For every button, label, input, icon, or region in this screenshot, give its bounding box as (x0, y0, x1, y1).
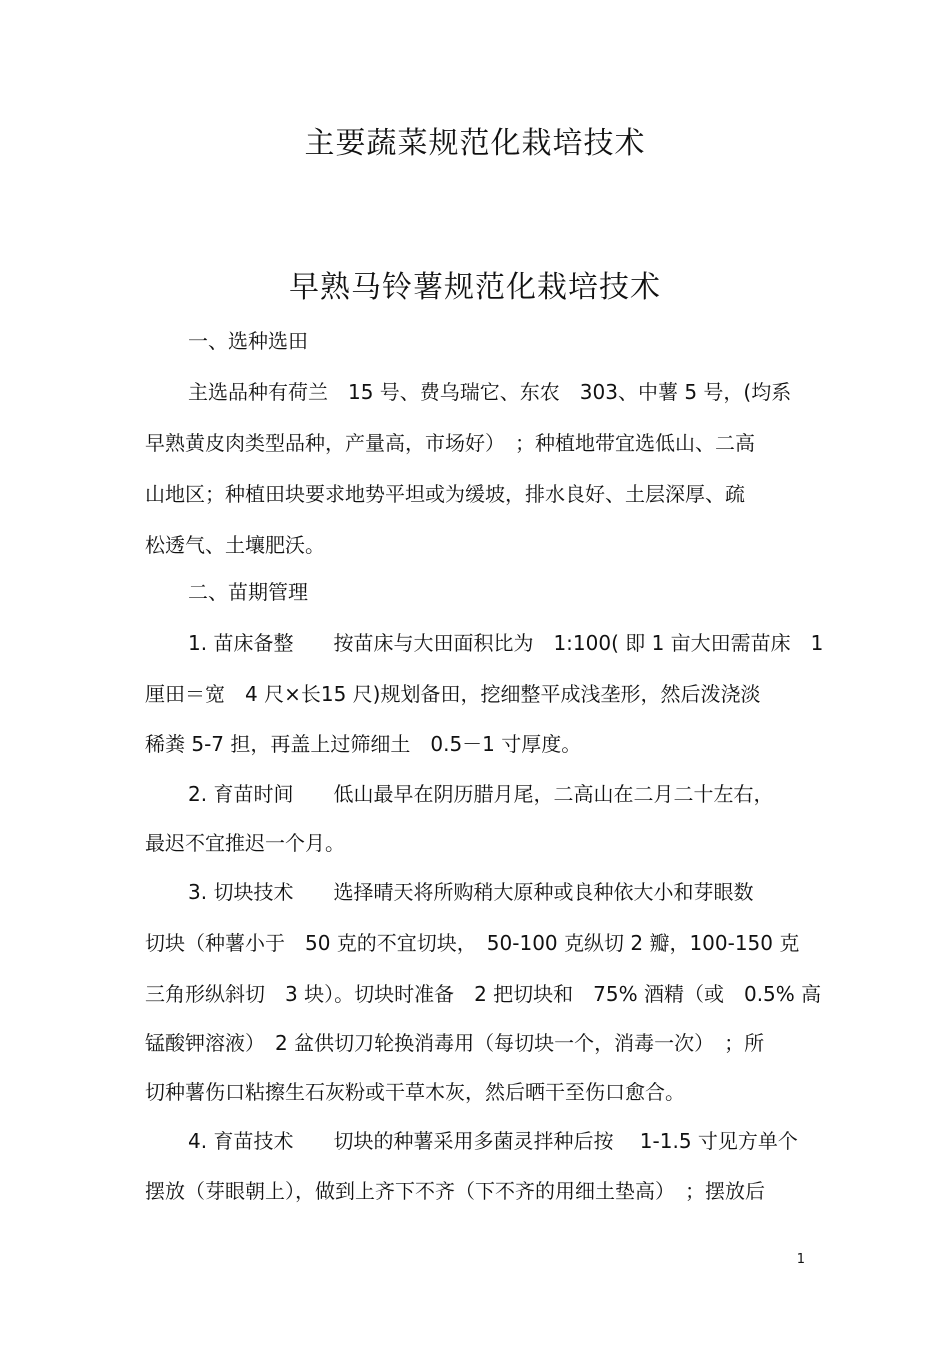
paragraph-line: 主选品种有荷兰 15 号、费乌瑞它、东农 303、中薯 5 号，(均系 (188, 380, 792, 404)
paragraph-line: 厘田＝宽 4 尺×长15 尺)规划备田，挖细整平成浅垄形，然后泼浇淡 (145, 682, 761, 706)
paragraph-line: 早熟黄皮肉类型品种，产量高，市场好） ；种植地带宜选低山、二高 (145, 431, 755, 455)
paragraph-line: 锰酸钾溶液） 2 盆供切刀轮换消毒用（每切块一个，消毒一次） ；所 (145, 1031, 765, 1055)
heading-line-1: 一、选种选田 (188, 329, 308, 353)
document-title: 主要蔬菜规范化栽培技术 (304, 126, 646, 161)
paragraph-line: 松透气、土壤肥沃。 (145, 533, 325, 557)
paragraph-line: 切种薯伤口粘擦生石灰粉或干草木灰，然后晒干至伤口愈合。 (145, 1080, 685, 1104)
paragraph-line: 山地区；种植田块要求地势平坦或为缓坡，排水良好、土层深厚、疏 (145, 482, 745, 506)
page-number: 1 (796, 1252, 805, 1267)
paragraph-line: 3. 切块技术 选择晴天将所购稍大原种或良种依大小和芽眼数 (188, 880, 754, 904)
paragraph-line: 4. 育苗技术 切块的种薯采用多菌灵拌种后按 1-1.5 寸见方单个 (188, 1129, 798, 1153)
paragraph-line: 2. 育苗时间 低山最早在阴历腊月尾，二高山在二月二十左右， (188, 782, 774, 806)
heading-line-2: 二、苗期管理 (188, 580, 308, 604)
paragraph-line: 稀粪 5-7 担，再盖上过筛细土 0.5－1 寸厚度。 (145, 732, 582, 756)
section-title: 早熟马铃薯规范化栽培技术 (289, 270, 661, 305)
paragraph-line: 摆放（芽眼朝上），做到上齐下不齐（下不齐的用细土垫高） ；摆放后 (145, 1179, 765, 1203)
paragraph-line: 1. 苗床备整 按苗床与大田面积比为 1:100( 即 1 亩大田需苗床 1 (188, 631, 824, 655)
paragraph-line: 三角形纵斜切 3 块）。切块时准备 2 把切块和 75% 酒精（或 0.5% 高 (145, 982, 822, 1006)
paragraph-line: 最迟不宜推迟一个月。 (145, 831, 345, 855)
paragraph-line: 切块（种薯小于 50 克的不宜切块， 50-100 克纵切 2 瓣，100-150 克 (145, 931, 800, 955)
